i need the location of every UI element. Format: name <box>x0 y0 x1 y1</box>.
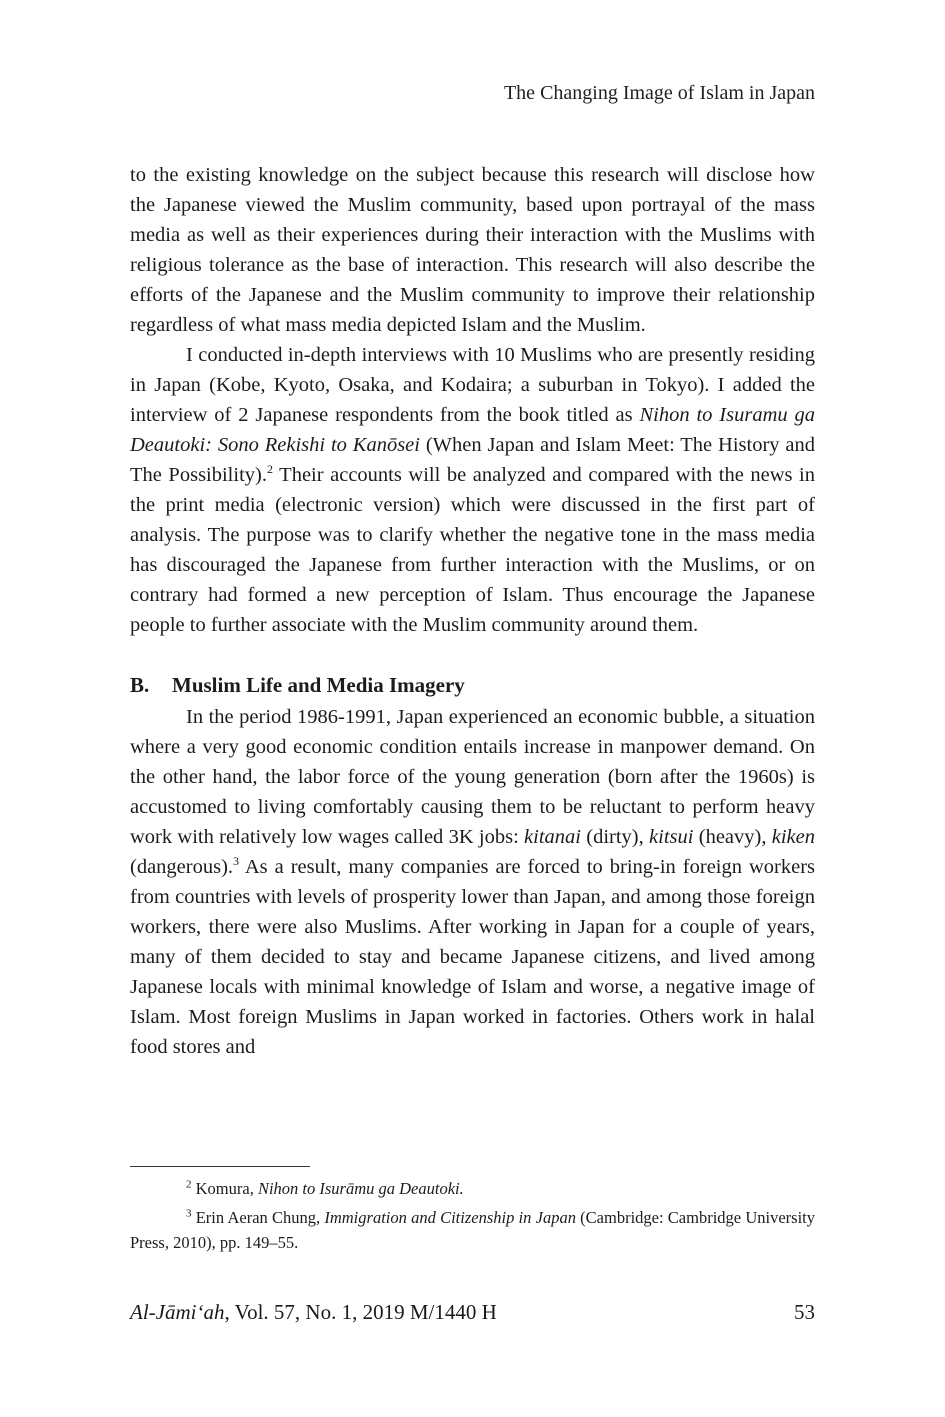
footnote-ref-3[interactable]: 3 <box>233 854 240 869</box>
term-kitsui: kitsui <box>649 826 694 848</box>
footnote-title: Immigration and Citizenship in Japan <box>324 1208 576 1227</box>
page-number: 53 <box>794 1300 815 1324</box>
main-text <box>130 160 815 1062</box>
section-title: Muslim Life and Media Imagery <box>172 673 465 697</box>
paragraph-2-text-c: Their accounts will be analyzed and compared with the news in the print media (electronic version) which were discussed in the first part of analysis. The purpose was to clarify whether the negative tone in the mass media has discouraged the Japanese from further interaction with the Muslims, or on contrary had formed a new perception of Islam. Thus encourage the Japanese people to further associate with the Muslim community around them. <box>130 464 815 636</box>
footnote-2 <box>130 1176 815 1201</box>
term-kitanai: kitanai <box>524 826 581 848</box>
paragraph-2 <box>130 340 815 640</box>
footnote-title: Nihon to Isurāmu ga Deautoki. <box>257 1179 464 1198</box>
journal-issue: , Vol. 57, No. 1, 2019 M/1440 H <box>224 1300 497 1324</box>
book-title: Nihon to Isuramu ga Deautoki: Sono Rekishi to Kanōsei <box>130 404 816 456</box>
paragraph-3-text-a: In the period 1986-1991, Japan experienced an economic bubble, a situation where a very good economic condition entails increase in manpower demand. On the other hand, the labor force of the young generation (born after the 1960s) is accustomed to living comfortably causing them to be reluctant to perform heavy work with relatively low wages called 3K jobs: <box>130 706 815 848</box>
paragraph-3 <box>130 702 815 1062</box>
footnote-text: Erin Aeran Chung, <box>191 1208 325 1227</box>
footnote-3 <box>130 1205 815 1255</box>
running-head: The Changing Image of Islam in Japan <box>503 82 815 104</box>
footnote-text: Komura, <box>191 1179 258 1198</box>
journal-name: Al-Jāmi‘ah <box>130 1300 225 1324</box>
footnote-number: 2 <box>186 1178 192 1191</box>
paragraph-3-text-c: (heavy), <box>693 826 772 848</box>
footnote-number: 3 <box>186 1207 192 1220</box>
footnote-text-end: (Cambridge: Cambridge University Press, 2010), pp. 149–55. <box>130 1208 816 1252</box>
paragraph-2-text-b: (When Japan and Islam Meet: The History and The Possibility). <box>130 434 815 486</box>
section-letter: B. <box>130 673 150 697</box>
page-footer <box>130 1298 815 1326</box>
paragraph-3-text-d: (dangerous). <box>130 856 234 878</box>
journal-citation <box>130 1298 497 1326</box>
paragraph-3-text-b: (dirty), <box>580 826 650 848</box>
footnotes <box>130 1176 815 1259</box>
paragraph-3-text-e: As a result, many companies are forced to bring-in foreign workers from countries with levels of prosperity lower than Japan, and among those foreign workers, there were also Muslims. After working in Japan for a couple of years, many of them decided to stay and became Japanese citizens, and lived among Japanese locals with minimal knowledge of Islam and worse, a negative image of Islam. Most foreign Muslims in Japan worked in factories. Others work in halal food stores and <box>130 856 815 1058</box>
paragraph-1: to the existing knowledge on the subject because this research will disclose how the Japanese viewed the Muslim community, based upon portrayal of the mass media as well as their experiences during their interaction with the Muslims with religious tolerance as the base of interaction. This research will also describe the efforts of the Japanese and the Muslim community to improve their relationship regardless of what mass media depicted Islam and the Muslim. <box>130 164 815 336</box>
term-kiken: kiken <box>771 826 815 848</box>
paragraph-2-text-a: I conducted in-depth interviews with 10 Muslims who are presently residing in Japan (Kobe, Kyoto, Osaka, and Kodaira; a suburban in Tokyo). I added the interview of 2 Japanese respondents from the book titled as <box>130 344 815 426</box>
section-heading <box>130 670 815 700</box>
footnote-divider <box>130 1166 310 1167</box>
footnote-ref-2[interactable]: 2 <box>266 462 273 477</box>
